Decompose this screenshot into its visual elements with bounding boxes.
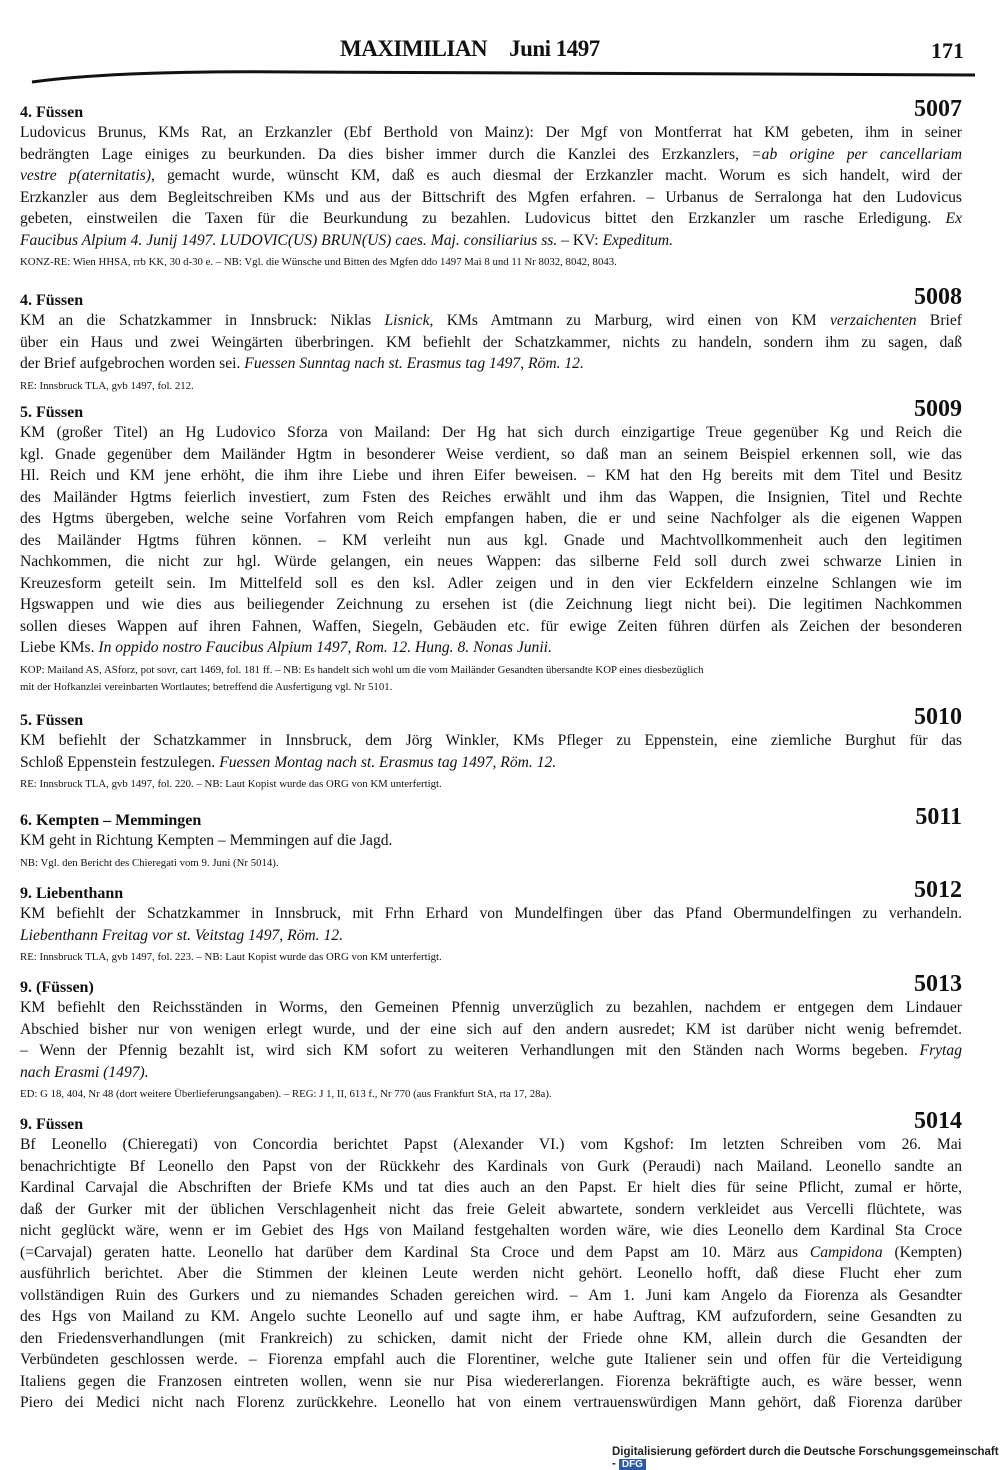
text: , gemacht wurde, wünscht KM, daß es auch diesmal der Erzkanzler macht. Worum es sich handelt, wird der (151, 167, 962, 184)
entry-date: 9. (Füssen) (20, 979, 94, 996)
text-line (20, 637, 962, 659)
text: Ludovicus Brunus, KMs Rat, an Erzkanzler (Ebf Berthold von Mainz): Der Mgf von Montferrat hat KM gebeten, ihm in seiner (20, 124, 962, 141)
italic-text: =ab origine per cancellariam (751, 145, 962, 163)
text-line (20, 1306, 962, 1328)
text-line (20, 1371, 962, 1393)
entry-5013 (20, 971, 962, 1103)
text: benachrichtigte Bf Leonello den Papst von der Rückkehr des Kardinals von Gurk (Peraudi) nach Mailand. Leonello sandte an (20, 1157, 962, 1175)
text-line (20, 465, 962, 487)
entry-5011 (20, 804, 962, 872)
entry-heading (20, 877, 962, 903)
text-line (20, 487, 962, 509)
text-line (20, 1263, 962, 1285)
text: sollen dieses Wappen auf ihren Fahnen, Waffen, Siegeln, Gebäuden etc. für ewige Zeiten führen dürfen als Zeichen der besonderen (20, 617, 962, 635)
text: der Brief aufgebrochen worden sei. (20, 355, 245, 372)
entry-heading (20, 1108, 962, 1134)
entry-5007 (20, 96, 962, 271)
text: – KV: (557, 231, 603, 249)
text-line (20, 1220, 962, 1242)
text-line (20, 530, 962, 552)
page-number: 171 (931, 38, 964, 63)
text: Piero dei Medici nicht nach Florenz zurückkehre. Leonello hat von einem vertrauenswürdigen Mann gehört, daß Fiorenza darüber (20, 1394, 962, 1411)
text-line (20, 122, 962, 144)
text-line (20, 187, 962, 209)
text: Schloß Eppenstein festzulegen. (20, 753, 220, 771)
source-note: RE: Innsbruck TLA, gvb 1497, fol. 223. – NB: Laut Kopist wurde das ORG von KM unterfertigt. (20, 951, 442, 963)
italic-text: nach Erasmi (1497). (20, 1063, 149, 1081)
entry-heading (20, 284, 962, 310)
italic-text: Liebenthann Freitag vor st. Veitstag 1497, Röm. 12. (20, 926, 343, 944)
entry-date: 9. Liebenthann (20, 885, 124, 902)
entry-date: 5. Füssen (20, 712, 84, 729)
text-line (20, 208, 962, 230)
text: den Friedensverhandlungen (mit Frankreich) zu schicken, damit nicht der Friede ohne KM, allein durch die Gesandten der (20, 1329, 962, 1347)
text-line (20, 1349, 962, 1371)
text-line (20, 925, 962, 947)
text: KM befiehlt der Schatzkammer in Innsbruck, dem Jörg Winkler, KMs Pfleger zu Eppenstein, eine ziemliche Burghut für das (20, 732, 962, 749)
dfg-logo: DFG (619, 1459, 646, 1470)
entry-number: 5010 (914, 704, 962, 730)
text-line (20, 1040, 962, 1062)
text: vollständigen Ruin des Gurkers und zu niemandes Schaden gereichen wird. – Am 1. Juni kam Angelo da Fiorenza als Gesandter (20, 1286, 962, 1304)
text: des Hgtms übergeben, welche seine Vorfahren vom Reich empfangen haben, die er und seine Nachfolger als die eigenen Wappen (20, 510, 962, 527)
footer (612, 1446, 1000, 1470)
text-line (20, 1199, 962, 1221)
text-line (20, 997, 962, 1019)
text: Erzkanzler aus dem Begleitschreiben KMs und aus der Bittschrift des Mgfen erfahren. – Urbanus de Serralonga hat den Ludovicus (20, 188, 962, 206)
entry-number: 5007 (914, 96, 962, 122)
header-month: Juni 1497 (509, 36, 600, 61)
text-line (20, 573, 962, 595)
text: Brief (916, 312, 962, 329)
text: (Kempten) (882, 1243, 962, 1261)
text: Italiens gegen die Franzosen eintreten wollen, wenn sie nur Pisa wiedererlangen. Fiorenza bekräftigte auch, es wäre besser, wenn (20, 1372, 962, 1390)
text: Kreuzesform geteilt sein. Im Mittelfeld soll es den ksl. Adler zeigen und in den vier Eckfeldern einzelne Schlangen wie im (20, 574, 962, 592)
italic-text: Expeditum. (602, 231, 674, 249)
entry-number: 5013 (914, 971, 962, 997)
text: KM an die Schatzkammer in Innsbruck: Niklas (20, 312, 385, 329)
text: KM befiehlt den Reichsständen in Worms, den Gemeinen Pfennig unverzüglich zu bezahlen, nachdem er entgegen dem Lindauer (20, 999, 962, 1016)
entry-number: 5008 (914, 284, 962, 310)
text-line (20, 1134, 962, 1156)
text: Nachkommen, die nicht zur hgl. Würde gelangen, ein neues Wappen: das silberne Feld soll durch zwei schwarze Linien in (20, 553, 962, 570)
italic-text: Campidona (809, 1243, 883, 1261)
entry-5009 (20, 396, 962, 696)
italic-text: vestre p(aternitatis) (20, 167, 152, 184)
text-line (20, 752, 962, 774)
text: Bf Leonello (Chieregati) von Concordia berichtet Papst (Alexander VI.) vom Kgshof: Im letzten Schreiben vom 26. Mai (20, 1136, 962, 1153)
entry-date: 5. Füssen (20, 404, 84, 421)
text-line (20, 144, 962, 166)
header-title (340, 36, 622, 62)
italic-text: Ex (945, 210, 962, 227)
text-line (20, 1177, 962, 1199)
text-line (20, 830, 962, 852)
text-line (20, 1062, 962, 1084)
text-line (20, 616, 962, 638)
text-line (20, 422, 962, 444)
text: Liebe KMs. (20, 639, 99, 656)
source-note: KONZ-RE: Wien HHSA, rrb KK, 30 d-30 e. – NB: Vgl. die Wünsche und Bitten des Mgfen ddo 1497 Mai 8 und 11 Nr 8032, 8042, 8043. (20, 256, 617, 268)
text: über ein Haus und zwei Weingärten überbringen. KM befiehlt der Schatzkammer, nichts zu handeln, sondern ihm zu sagen, daß (20, 333, 962, 351)
text-line (20, 551, 962, 573)
footer-text: Digitalisierung gefördert durch die Deutsche Forschungsgemeinschaft - (612, 1446, 999, 1470)
text: Hl. Reich und KM jene erhöht, die ihm ihre Liebe und ihren Eifer beweisen. – KM hat den Hg bereits mit dem Titel und Besitz (20, 467, 962, 484)
text: Abschied bisher nur von wenigen erlegt wurde, und der eine sich auf den andern ausredet; KM ist darüber nicht wenig befremdet. (20, 1020, 962, 1038)
text-line (20, 1019, 962, 1041)
italic-text: Faucibus Alpium 4. Junij 1497. LUDOVIC(US) BRUN(US) caes. Maj. consiliarius ss. (20, 231, 558, 249)
text: bedrängten Lage einiges zu beurkunden. Da dies bisher immer durch die Kanzlei des Erzkanzlers, (20, 145, 752, 163)
entry-heading (20, 804, 962, 830)
text-line (20, 353, 962, 375)
text: daß der Gurker mit der üblichen Verschlagenheit nicht das freie Geleit abwartete, sondern verkleidet aus Vercelli flüchtete, was (20, 1200, 962, 1218)
entry-date: 9. Füssen (20, 1116, 84, 1133)
italic-text: Lisnick (384, 312, 430, 329)
text-line (20, 1156, 962, 1178)
text-line (20, 903, 962, 925)
header-rule (0, 60, 1000, 90)
text-line (20, 444, 962, 466)
source-note: NB: Vgl. den Bericht des Chieregati vom 9. Juni (Nr 5014). (20, 856, 279, 869)
text: KM befiehlt der Schatzkammer in Innsbruck, mit Frhn Erhard von Mundelfingen über das Pfand Obermundelfingen zu verhandeln. (20, 905, 962, 922)
text: ausführlich berichtet. Aber die Stimmen der kleinen Leute werden nicht gehört. Leonello hofft, daß diese Flucht eher zum (20, 1265, 962, 1282)
italic-text: In oppido nostro Faucibus Alpium 1497, Rom. 12. Hung. 8. Nonas Junii. (98, 639, 552, 656)
italic-text: verzaichenten (829, 312, 917, 329)
entry-heading (20, 96, 962, 122)
text: KM geht in Richtung Kempten – Memmingen auf die Jagd. (20, 832, 393, 849)
text-line (20, 1328, 962, 1350)
text-line (20, 1392, 962, 1414)
text-line (20, 508, 962, 530)
text: (=Carvajal) geraten hatte. Leonello hat darüber dem Kardinal Sta Croce und dem Papst am 10. März aus (20, 1243, 810, 1261)
italic-text: Fuessen Sunntag nach st. Erasmus tag 1497, Röm. 12. (244, 355, 584, 372)
text: – Wenn der Pfennig bezahlt ist, wird sich KM sofort zu weiteren Verhandlungen mit den Ständen nach Worms begeben. (20, 1042, 920, 1059)
entry-5014 (20, 1108, 962, 1414)
entry-number: 5012 (914, 877, 962, 903)
text-line (20, 594, 962, 616)
entry-heading (20, 704, 962, 730)
entry-5008 (20, 284, 962, 395)
entry-5012 (20, 877, 962, 966)
entry-heading (20, 396, 962, 422)
text-line (20, 1285, 962, 1307)
text: des Hgs von Mailand zu KM. Angelo suchte Leonello auf und sagte ihm, er habe Auftrag, KM aufzufordern, seine Gesandten zu (20, 1308, 962, 1325)
text: nicht geglückt wäre, wenn er im Gebiet des Hgs von Mailand festgehalten worden wäre, wie dies Leonello dem Kardinal Sta Croce (20, 1222, 962, 1239)
text: des Mailänder Hgtms feierlich investiert, zum Fsten des Reiches erwählt und ihm das Wappen, die Insignien, Titel und Rechte (20, 488, 962, 506)
text: , KMs Amtmann zu Marburg, wird einen von KM (429, 312, 830, 329)
text-line (20, 332, 962, 354)
text: KM (großer Titel) an Hg Ludovico Sforza von Mailand: Der Hg hat sich durch einzigartige Treue gegenüber Kg und Reich die (20, 424, 962, 441)
italic-text: Frytag (919, 1042, 962, 1059)
text: Hgswappen und wie dies aus beiliegender Zeichnung zu ersehen ist (die Zeichnung liegt nicht bei). Die legitimen Nachkommen (20, 596, 962, 613)
text: Verbündeten geschlossen werde. – Fiorenza empfahl auch die Florentiner, welche gute Italiener sein und offen für die Verteidigung (20, 1351, 962, 1368)
source-note: RE: Innsbruck TLA, gvb 1497, fol. 220. – NB: Laut Kopist wurde das ORG von KM unterfertigt. (20, 778, 442, 790)
text: gebeten, einstweilen die Taxen für die Beurkundung zu bezahlen. Ludovicus bittet den Erzkanzler um rasche Erledigung. (20, 210, 946, 227)
italic-text: Fuessen Montag nach st. Erasmus tag 1497, Röm. 12. (219, 753, 557, 771)
source-note: ED: G 18, 404, Nr 48 (dort weitere Überlieferungsangaben). – REG: J 1, II, 613 f., Nr 770 (aus Frankfurt StA, rta 17, 28a). (20, 1088, 552, 1100)
text: Kardinal Carvajal die Abschriften der Briefe KMs und tat dies auch an den Papst. Er hielt dies für seine Pflicht, zumal er hörte, (20, 1179, 962, 1196)
text-line (20, 165, 962, 187)
entry-date: 4. Füssen (20, 292, 84, 309)
source-note: KOP: Mailand AS, ASforz, pot sovr, cart 1469, fol. 181 ff. – NB: Es handelt sich wohl um die vom Mailänder Gesandten übersandte KOP eines diesbezüglich (20, 663, 704, 676)
text: kgl. Gnade gegenüber dem Mailänder Hgtm in besonderer Weise verdient, so daß man an seinem Beispiel erkennen soll, wie das (20, 445, 962, 463)
source-note: RE: Innsbruck TLA, gvb 1497, fol. 212. (20, 379, 194, 392)
entry-number: 5009 (914, 396, 962, 422)
entry-date: 4. Füssen (20, 104, 84, 121)
text-line (20, 230, 962, 252)
text-line (20, 310, 962, 332)
text-line (20, 1242, 962, 1264)
entry-date: 6. Kempten – Memmingen (20, 812, 202, 829)
entry-number: 5011 (915, 804, 962, 830)
source-note: mit der Hofkanzlei vereinbarten Wortlautes; betreffend die Ausfertigung vgl. Nr 5101. (20, 680, 393, 693)
header-name: MAXIMILIAN (340, 36, 488, 61)
entry-number: 5014 (914, 1108, 962, 1134)
text: des Mailänder Hgtms führen können. – KM verleiht nun aus kgl. Gnade und Machtvollkommenheit auch den legitimen (20, 531, 962, 549)
entry-5010 (20, 704, 962, 793)
entry-heading (20, 971, 962, 997)
text-line (20, 730, 962, 752)
